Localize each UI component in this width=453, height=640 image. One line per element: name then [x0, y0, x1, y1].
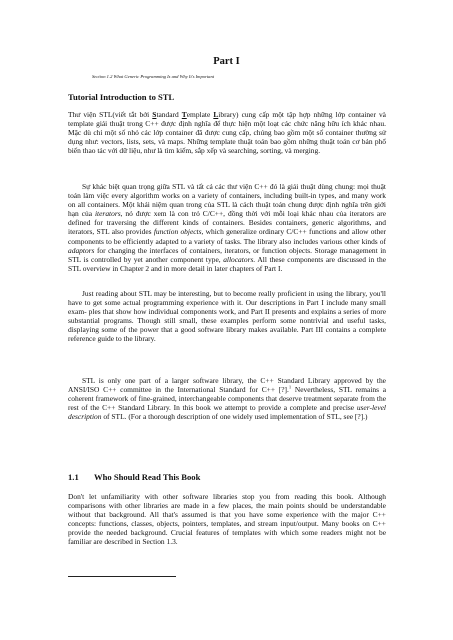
acronym-letter-s: S — [152, 110, 157, 119]
text-run: Just reading about STL may be interesting, but to become really proficient in using the library, you'll have to get some actual programming experience with it. Our descriptions in Part I include many small exam- ples that show how individual components work, and Part II presents and explains a series of more substantial programs. Though still small, these examples perform some nontrivial and useful tasks, displaying some of the power that a good software library makes available. Part III contains a complete reference guide to the library. — [68, 289, 386, 344]
term-iterators: iterators, — [94, 209, 123, 219]
tutorial-title: Tutorial Introduction to STL — [68, 92, 175, 102]
text-run: tandard — [156, 110, 182, 119]
term-allocators: allocators. — [223, 254, 256, 264]
text-run: Sự khác biệt quan trọng giữa STL và tất cả các thư viện C++ đó là giải thuật dùng chung: mọi thuật toán làm việc every algorithm works on a variety of containers, including built-in types, and many work on all containers. Một khái niệm quan trong của STL là cách thuật toán chung được định nghĩa trên giới hạn của — [68, 182, 386, 219]
acronym-letter-l: L — [213, 110, 219, 119]
section-title: Who Should Read This Book — [94, 472, 201, 482]
text-run: ibrary) cung cấp một tập hợp những lớp container và template giải thuật trong C++ được định nghĩa để thực hiện một loạt các chức năng hữu ích khác nhau. Mặc dù chỉ một số nhỏ các lớp container đã được cung cấp, chúng bao gồm một số container thường sử dụng như: vectors, lists, sets, và maps. Những template thuật toán bao gồm những thuật toán cơ bản phổ biến thao tác với dữ liệu, như là tìm kiếm, sắp xếp và searching, sorting, và merging. — [68, 110, 386, 156]
term-user-level-description: user-level description — [68, 403, 386, 422]
paragraph-cpp-standard-library — [68, 376, 386, 421]
text-run: nó được xem là con trỏ C/C++, đồng thời với mỗi loại khác nhau của iterators are defined for traversing the different kinds of containers. Besides containers, generic algorithms, and iterators, STL also provides — [68, 209, 386, 237]
section-heading — [68, 472, 200, 482]
text-run: Thư viện STL(viết tắt bởi — [68, 110, 153, 119]
text-run: emplate — [186, 110, 214, 119]
acronym-letter-t: T — [181, 110, 187, 119]
text-run: which generalize ordinary C/C++ functions and allow other components to be efficiently adapted to a variety of tasks. The library also includes various other kinds of — [68, 227, 386, 246]
running-head: Section 1.2 What Generic Programming Is and Why It's Important — [92, 74, 215, 79]
footnote-rule — [68, 576, 176, 577]
text-run: STL is only one part of a larger software library, the C++ Standard Library approved by the ANSI/ISO C++ committee in the International Standard for C++ [?]. — [68, 376, 386, 395]
paragraph-generic-algorithms — [68, 182, 386, 273]
text-run: All these components are discussed in the STL overview in Chapter 2 and in more detail in later chapters of Part I. — [68, 254, 386, 273]
term-function-objects: function objects, — [153, 227, 204, 237]
paragraph-stl-intro-vi — [68, 110, 386, 155]
text-run: of STL. (For a thorough description of one widely used implementation of STL, see [?].) — [101, 412, 368, 422]
footnote-marker: 1 — [288, 384, 292, 390]
term-adaptors: adaptors — [68, 245, 95, 255]
part-title: Part I — [213, 56, 240, 67]
section-number: 1.1 — [68, 472, 79, 482]
paragraph-who-should-read — [68, 492, 386, 547]
paragraph-programming-experience — [68, 289, 386, 344]
text-run: for changing the interfaces of containers, iterators, or function objects. Storage management in STL is controlled by yet another component type, — [68, 245, 386, 264]
text-run: Nevertheless, STL remains a coherent framework of fine-grained, interchangeable components that deserve treatment separate from the rest of the C++ Standard Library. In this book we attempt to provide a complete and precise — [68, 385, 387, 413]
text-run: Don't let unfamiliarity with other software libraries stop you from reading this book. Although comparisons with other libraries are made in a few places, the main points should be understandable without that background. All that's assumed is that you have some experience with the major C++ concepts: functions, classes, objects, pointers, templates, and stream input/output. Many books on C++ provide the needed background. Crucial features of templates with which some readers might not be familiar are described in Section 1.3. — [68, 492, 386, 547]
